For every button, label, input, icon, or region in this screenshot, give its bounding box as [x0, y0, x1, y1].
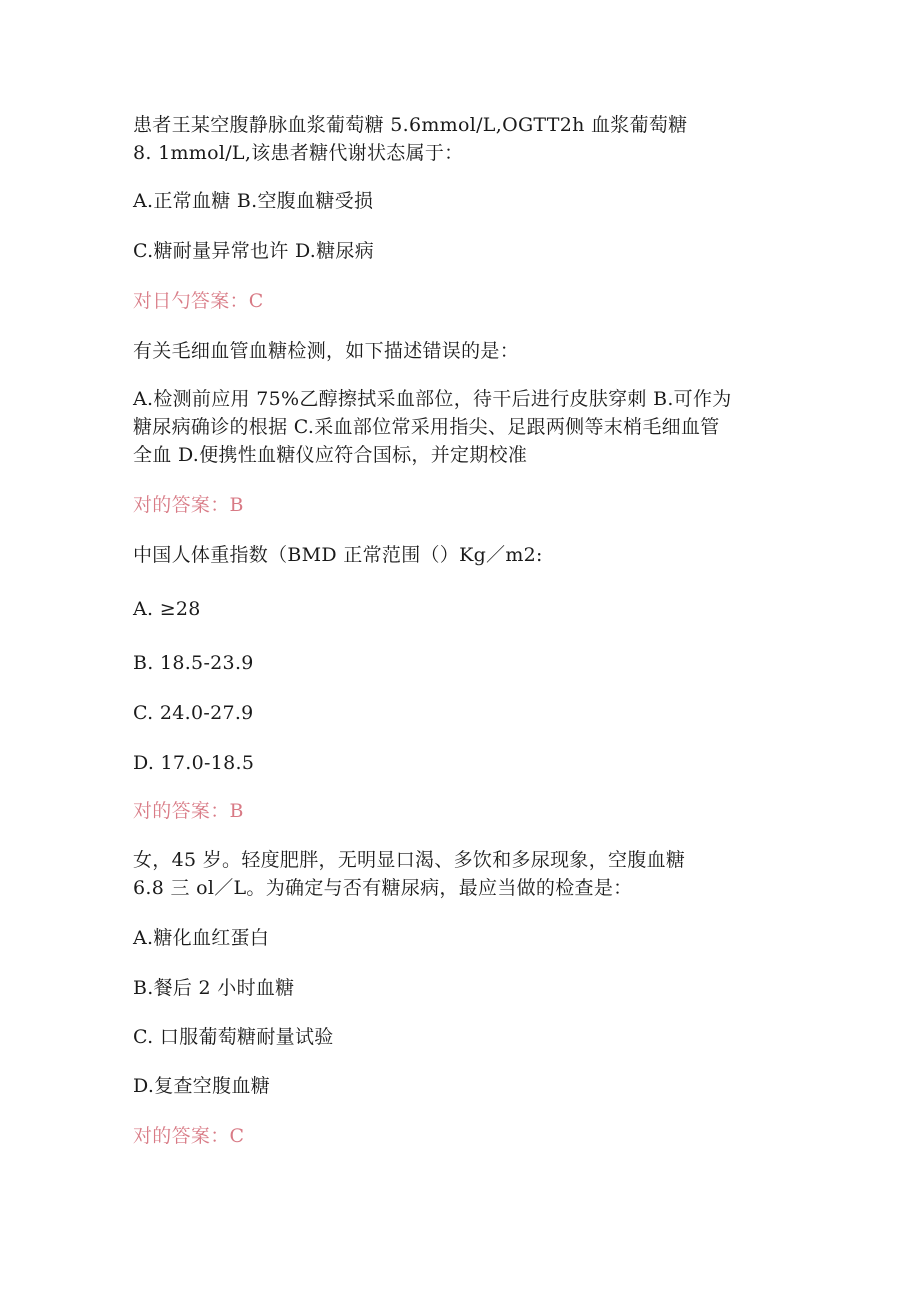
question-3-answer: 对的答案：B [133, 800, 244, 822]
question-4-stem-line-2: 6.8 三 ol／L。为确定与否有糖尿病，最应当做的检查是： [133, 877, 633, 899]
question-1-stem-line-2: 8. 1mmol/L,该患者糖代谢状态属于： [133, 142, 464, 164]
question-1-options-line-2: C.糖耐量异常也许 D.糖尿病 [133, 240, 375, 262]
question-4-stem-line-1: 女，45 岁。轻度肥胖，无明显口渴、多饮和多尿现象，空腹血糖 [133, 849, 686, 871]
question-4-option-c: C. 口服葡萄糖耐量试验 [133, 1026, 334, 1048]
question-3-option-c: C. 24.0-27.9 [133, 702, 254, 724]
question-2-options-line-1: A.检测前应用 75%乙醇擦拭采血部位，待干后进行皮肤穿刺 B.可作为 [133, 388, 732, 410]
question-2-answer: 对的答案：B [133, 494, 244, 516]
question-3-option-d: D. 17.0-18.5 [133, 752, 255, 774]
question-3-stem-line-1: 中国人体重指数（BMD 正常范围（）Kg／m2: [133, 544, 543, 566]
question-3-option-a: A. ≥28 [133, 598, 201, 620]
question-2-stem-line-1: 有关毛细血管血糖检测，如下描述错误的是： [133, 340, 520, 362]
question-4-option-b: B.餐后 2 小时血糖 [133, 977, 295, 999]
question-1-answer: 对日勺答案：C [133, 290, 264, 312]
question-4-option-a: A.糖化血红蛋白 [133, 927, 270, 949]
question-4-option-d: D.复查空腹血糖 [133, 1075, 270, 1097]
question-3-option-b: B. 18.5-23.9 [133, 652, 254, 674]
question-2-options-line-3: 全血 D.便携性血糖仪应符合国标，并定期校准 [133, 444, 528, 466]
question-2-options-line-2: 糖尿病确诊的根据 C.采血部位常采用指尖、足跟两侧等末梢毛细血管 [133, 416, 720, 438]
question-1-options-line-1: A.正常血糖 B.空腹血糖受损 [133, 190, 374, 212]
question-1-stem-line-1: 患者王某空腹静脉血浆葡萄糖 5.6mmol/L,OGTT2h 血浆葡萄糖 [133, 114, 688, 136]
question-4-answer: 对的答案：C [133, 1125, 245, 1147]
